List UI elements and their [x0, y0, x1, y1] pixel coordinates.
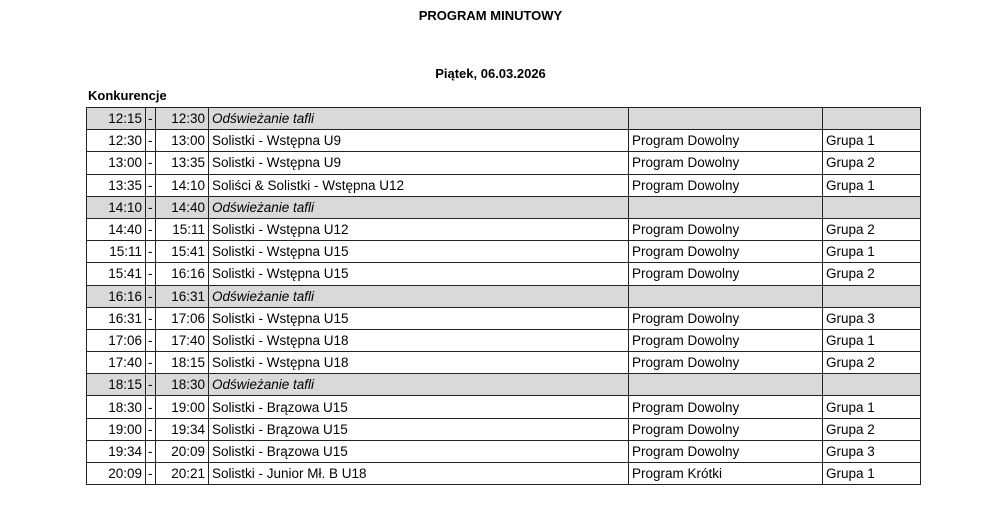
group-cell: Grupa 1 — [823, 463, 921, 485]
group-cell: Grupa 1 — [823, 241, 921, 263]
end-time-cell: 13:35 — [156, 152, 209, 174]
table-row — [87, 440, 921, 462]
start-time-cell: 12:30 — [87, 130, 146, 152]
table-row — [87, 396, 921, 418]
start-time-cell: 12:15 — [87, 108, 146, 130]
separator-cell: - — [146, 329, 156, 351]
table-row — [87, 130, 921, 152]
start-time-cell: 15:41 — [87, 263, 146, 285]
table-row — [87, 463, 921, 485]
event-name-cell: Solistki - Wstępna U9 — [209, 130, 629, 152]
end-time-cell: 20:09 — [156, 440, 209, 462]
end-time-cell: 14:10 — [156, 174, 209, 196]
separator-cell: - — [146, 352, 156, 374]
table-row — [87, 218, 921, 240]
program-cell: Program Krótki — [629, 463, 823, 485]
break-row — [87, 108, 921, 130]
start-time-cell: 15:11 — [87, 241, 146, 263]
program-cell — [629, 196, 823, 218]
separator-cell: - — [146, 440, 156, 462]
program-cell: Program Dowolny — [629, 418, 823, 440]
start-time-cell: 13:00 — [87, 152, 146, 174]
program-cell — [629, 285, 823, 307]
table-row — [87, 329, 921, 351]
program-cell: Program Dowolny — [629, 396, 823, 418]
section-heading: Konkurencje — [88, 88, 167, 103]
event-name-cell: Solistki - Brązowa U15 — [209, 418, 629, 440]
event-name-cell: Soliści & Solistki - Wstępna U12 — [209, 174, 629, 196]
group-cell: Grupa 2 — [823, 218, 921, 240]
start-time-cell: 20:09 — [87, 463, 146, 485]
table-row — [87, 174, 921, 196]
program-cell: Program Dowolny — [629, 307, 823, 329]
group-cell: Grupa 2 — [823, 352, 921, 374]
program-cell: Program Dowolny — [629, 152, 823, 174]
group-cell — [823, 285, 921, 307]
group-cell: Grupa 2 — [823, 263, 921, 285]
event-name-cell: Solistki - Wstępna U15 — [209, 263, 629, 285]
end-time-cell: 16:16 — [156, 263, 209, 285]
start-time-cell: 14:10 — [87, 196, 146, 218]
end-time-cell: 17:06 — [156, 307, 209, 329]
separator-cell: - — [146, 396, 156, 418]
program-cell: Program Dowolny — [629, 440, 823, 462]
break-row — [87, 285, 921, 307]
end-time-cell: 20:21 — [156, 463, 209, 485]
end-time-cell: 19:34 — [156, 418, 209, 440]
group-cell: Grupa 1 — [823, 174, 921, 196]
event-name-cell: Solistki - Wstępna U15 — [209, 241, 629, 263]
separator-cell: - — [146, 130, 156, 152]
separator-cell: - — [146, 108, 156, 130]
start-time-cell: 19:34 — [87, 440, 146, 462]
program-cell: Program Dowolny — [629, 130, 823, 152]
table-row — [87, 152, 921, 174]
end-time-cell: 15:11 — [156, 218, 209, 240]
end-time-cell: 12:30 — [156, 108, 209, 130]
table-row — [87, 307, 921, 329]
event-name-cell: Solistki - Wstępna U12 — [209, 218, 629, 240]
start-time-cell: 19:00 — [87, 418, 146, 440]
start-time-cell: 17:40 — [87, 352, 146, 374]
separator-cell: - — [146, 174, 156, 196]
event-name-cell: Odświeżanie tafli — [209, 108, 629, 130]
group-cell: Grupa 2 — [823, 418, 921, 440]
end-time-cell: 14:40 — [156, 196, 209, 218]
end-time-cell: 18:15 — [156, 352, 209, 374]
program-cell: Program Dowolny — [629, 218, 823, 240]
start-time-cell: 17:06 — [87, 329, 146, 351]
end-time-cell: 19:00 — [156, 396, 209, 418]
end-time-cell: 18:30 — [156, 374, 209, 396]
schedule-table — [86, 107, 921, 485]
event-name-cell: Odświeżanie tafli — [209, 285, 629, 307]
event-name-cell: Solistki - Wstępna U9 — [209, 152, 629, 174]
program-cell: Program Dowolny — [629, 329, 823, 351]
program-cell — [629, 374, 823, 396]
program-cell — [629, 108, 823, 130]
break-row — [87, 374, 921, 396]
start-time-cell: 18:30 — [87, 396, 146, 418]
event-name-cell: Solistki - Junior Mł. B U18 — [209, 463, 629, 485]
separator-cell: - — [146, 263, 156, 285]
event-name-cell: Solistki - Brązowa U15 — [209, 440, 629, 462]
separator-cell: - — [146, 241, 156, 263]
end-time-cell: 13:00 — [156, 130, 209, 152]
program-cell: Program Dowolny — [629, 263, 823, 285]
separator-cell: - — [146, 285, 156, 307]
table-row — [87, 352, 921, 374]
end-time-cell: 15:41 — [156, 241, 209, 263]
event-name-cell: Odświeżanie tafli — [209, 374, 629, 396]
end-time-cell: 16:31 — [156, 285, 209, 307]
program-cell: Program Dowolny — [629, 352, 823, 374]
event-name-cell: Solistki - Wstępna U15 — [209, 307, 629, 329]
event-name-cell: Solistki - Brązowa U15 — [209, 396, 629, 418]
start-time-cell: 18:15 — [87, 374, 146, 396]
table-row — [87, 418, 921, 440]
separator-cell: - — [146, 418, 156, 440]
start-time-cell: 13:35 — [87, 174, 146, 196]
start-time-cell: 14:40 — [87, 218, 146, 240]
program-cell: Program Dowolny — [629, 241, 823, 263]
schedule-date: Piątek, 06.03.2026 — [435, 66, 546, 81]
group-cell: Grupa 1 — [823, 396, 921, 418]
group-cell: Grupa 2 — [823, 152, 921, 174]
separator-cell: - — [146, 374, 156, 396]
group-cell: Grupa 3 — [823, 440, 921, 462]
separator-cell: - — [146, 152, 156, 174]
separator-cell: - — [146, 218, 156, 240]
program-cell: Program Dowolny — [629, 174, 823, 196]
table-row — [87, 263, 921, 285]
group-cell — [823, 374, 921, 396]
group-cell — [823, 196, 921, 218]
separator-cell: - — [146, 307, 156, 329]
separator-cell: - — [146, 196, 156, 218]
event-name-cell: Solistki - Wstępna U18 — [209, 329, 629, 351]
group-cell: Grupa 1 — [823, 130, 921, 152]
group-cell: Grupa 1 — [823, 329, 921, 351]
separator-cell: - — [146, 463, 156, 485]
event-name-cell: Odświeżanie tafli — [209, 196, 629, 218]
start-time-cell: 16:31 — [87, 307, 146, 329]
group-cell — [823, 108, 921, 130]
break-row — [87, 196, 921, 218]
event-name-cell: Solistki - Wstępna U18 — [209, 352, 629, 374]
group-cell: Grupa 3 — [823, 307, 921, 329]
start-time-cell: 16:16 — [87, 285, 146, 307]
end-time-cell: 17:40 — [156, 329, 209, 351]
table-row — [87, 241, 921, 263]
page-title: PROGRAM MINUTOWY — [418, 8, 563, 23]
